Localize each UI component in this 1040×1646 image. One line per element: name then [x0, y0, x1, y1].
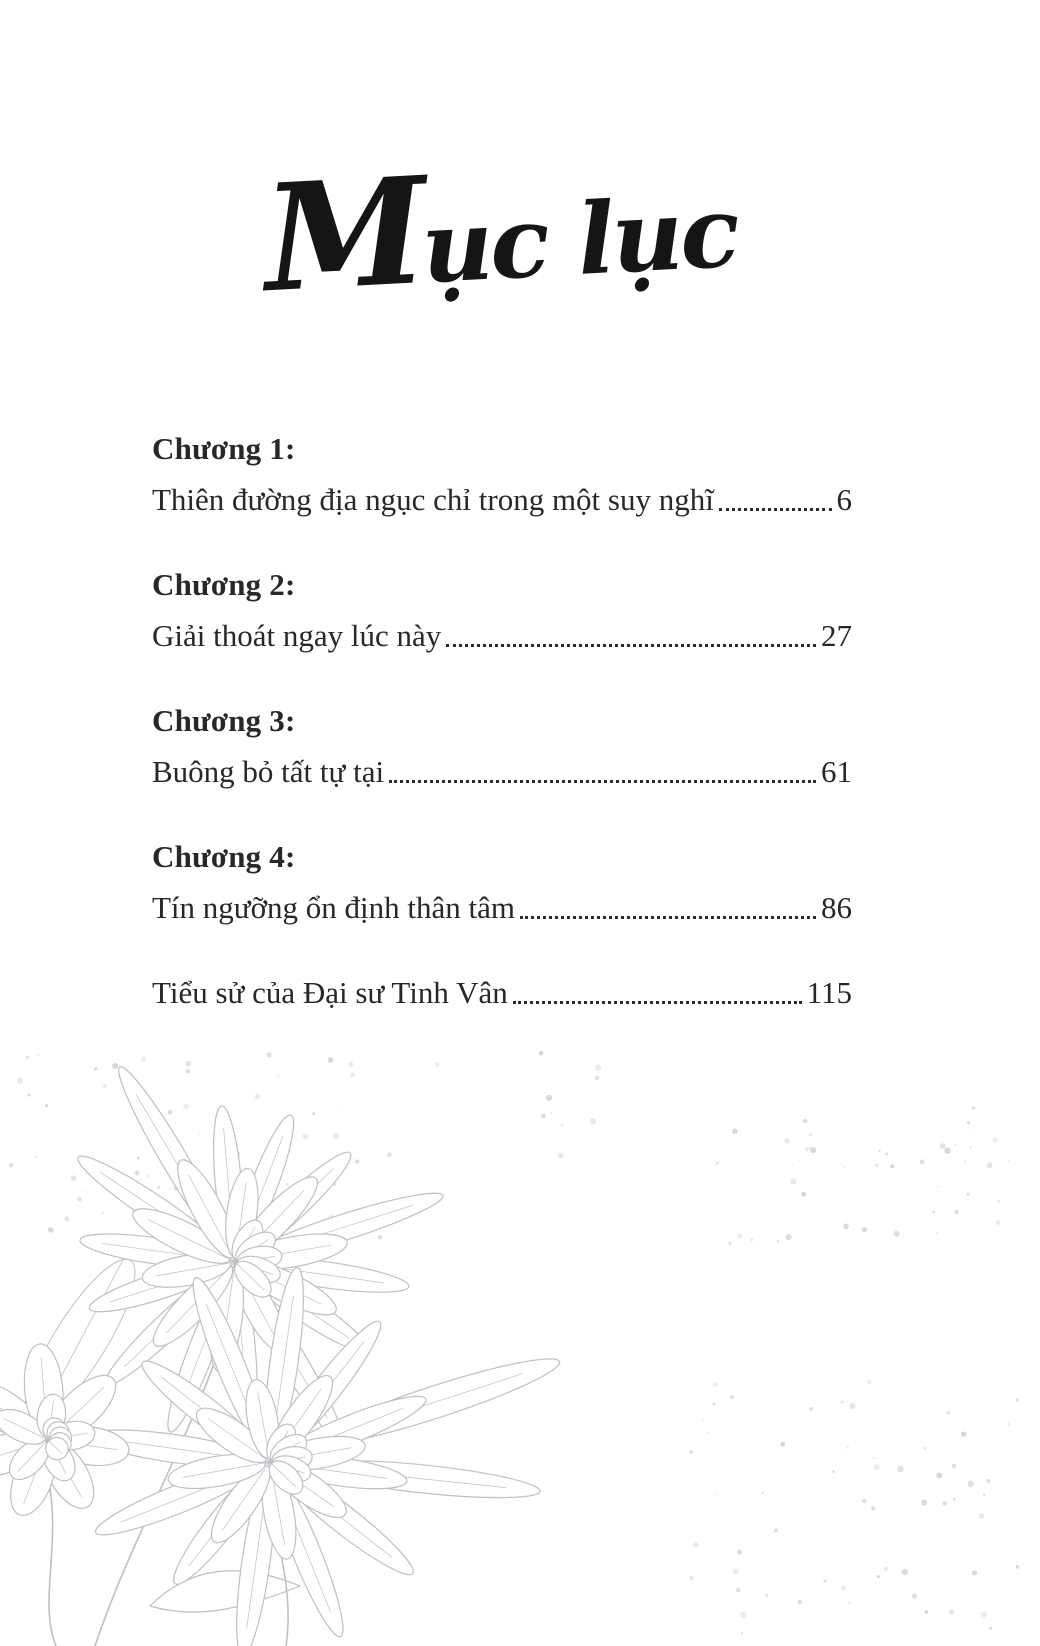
lotus-line-art: [0, 1046, 1040, 1646]
entry-page-number: 6: [836, 482, 852, 517]
chapter-label: Chương 3:: [152, 703, 296, 738]
toc-entry: [152, 838, 852, 926]
dot-leader: [513, 1001, 802, 1004]
toc-list: [152, 430, 852, 1059]
entry-title: Giải thoát ngay lúc này: [152, 618, 442, 653]
entry-title: Thiên đường địa ngục chỉ trong một suy nghĩ: [152, 482, 714, 517]
chapter-label: Chương 2:: [152, 567, 296, 602]
toc-entry: [152, 430, 852, 518]
dot-leader: [719, 508, 832, 511]
entry-page-number: 61: [821, 754, 852, 789]
page-title: Mục lục: [259, 144, 740, 326]
dot-leader: [446, 644, 816, 647]
entry-title: Buông bỏ tất tự tại: [152, 754, 385, 789]
entry-title: Tín ngưỡng ổn định thân tâm: [152, 890, 515, 925]
toc-entry-line: [152, 617, 852, 654]
toc-entry-line: [152, 753, 852, 790]
dot-leader: [520, 916, 816, 919]
toc-entry: [152, 974, 852, 1011]
entry-page-number: 115: [806, 975, 852, 1010]
dot-leader: [389, 780, 816, 783]
entry-title: Tiểu sử của Đại sư Tinh Vân: [152, 975, 508, 1010]
chapter-label: Chương 1:: [152, 431, 296, 466]
chapter-label: Chương 4:: [152, 839, 296, 874]
toc-entry-line: [152, 481, 852, 518]
entry-page-number: 86: [821, 890, 852, 925]
entry-page-number: 27: [821, 618, 852, 653]
toc-entry-line: [152, 974, 852, 1011]
toc-entry: [152, 566, 852, 654]
toc-entry: [152, 702, 852, 790]
toc-entry-line: [152, 889, 852, 926]
